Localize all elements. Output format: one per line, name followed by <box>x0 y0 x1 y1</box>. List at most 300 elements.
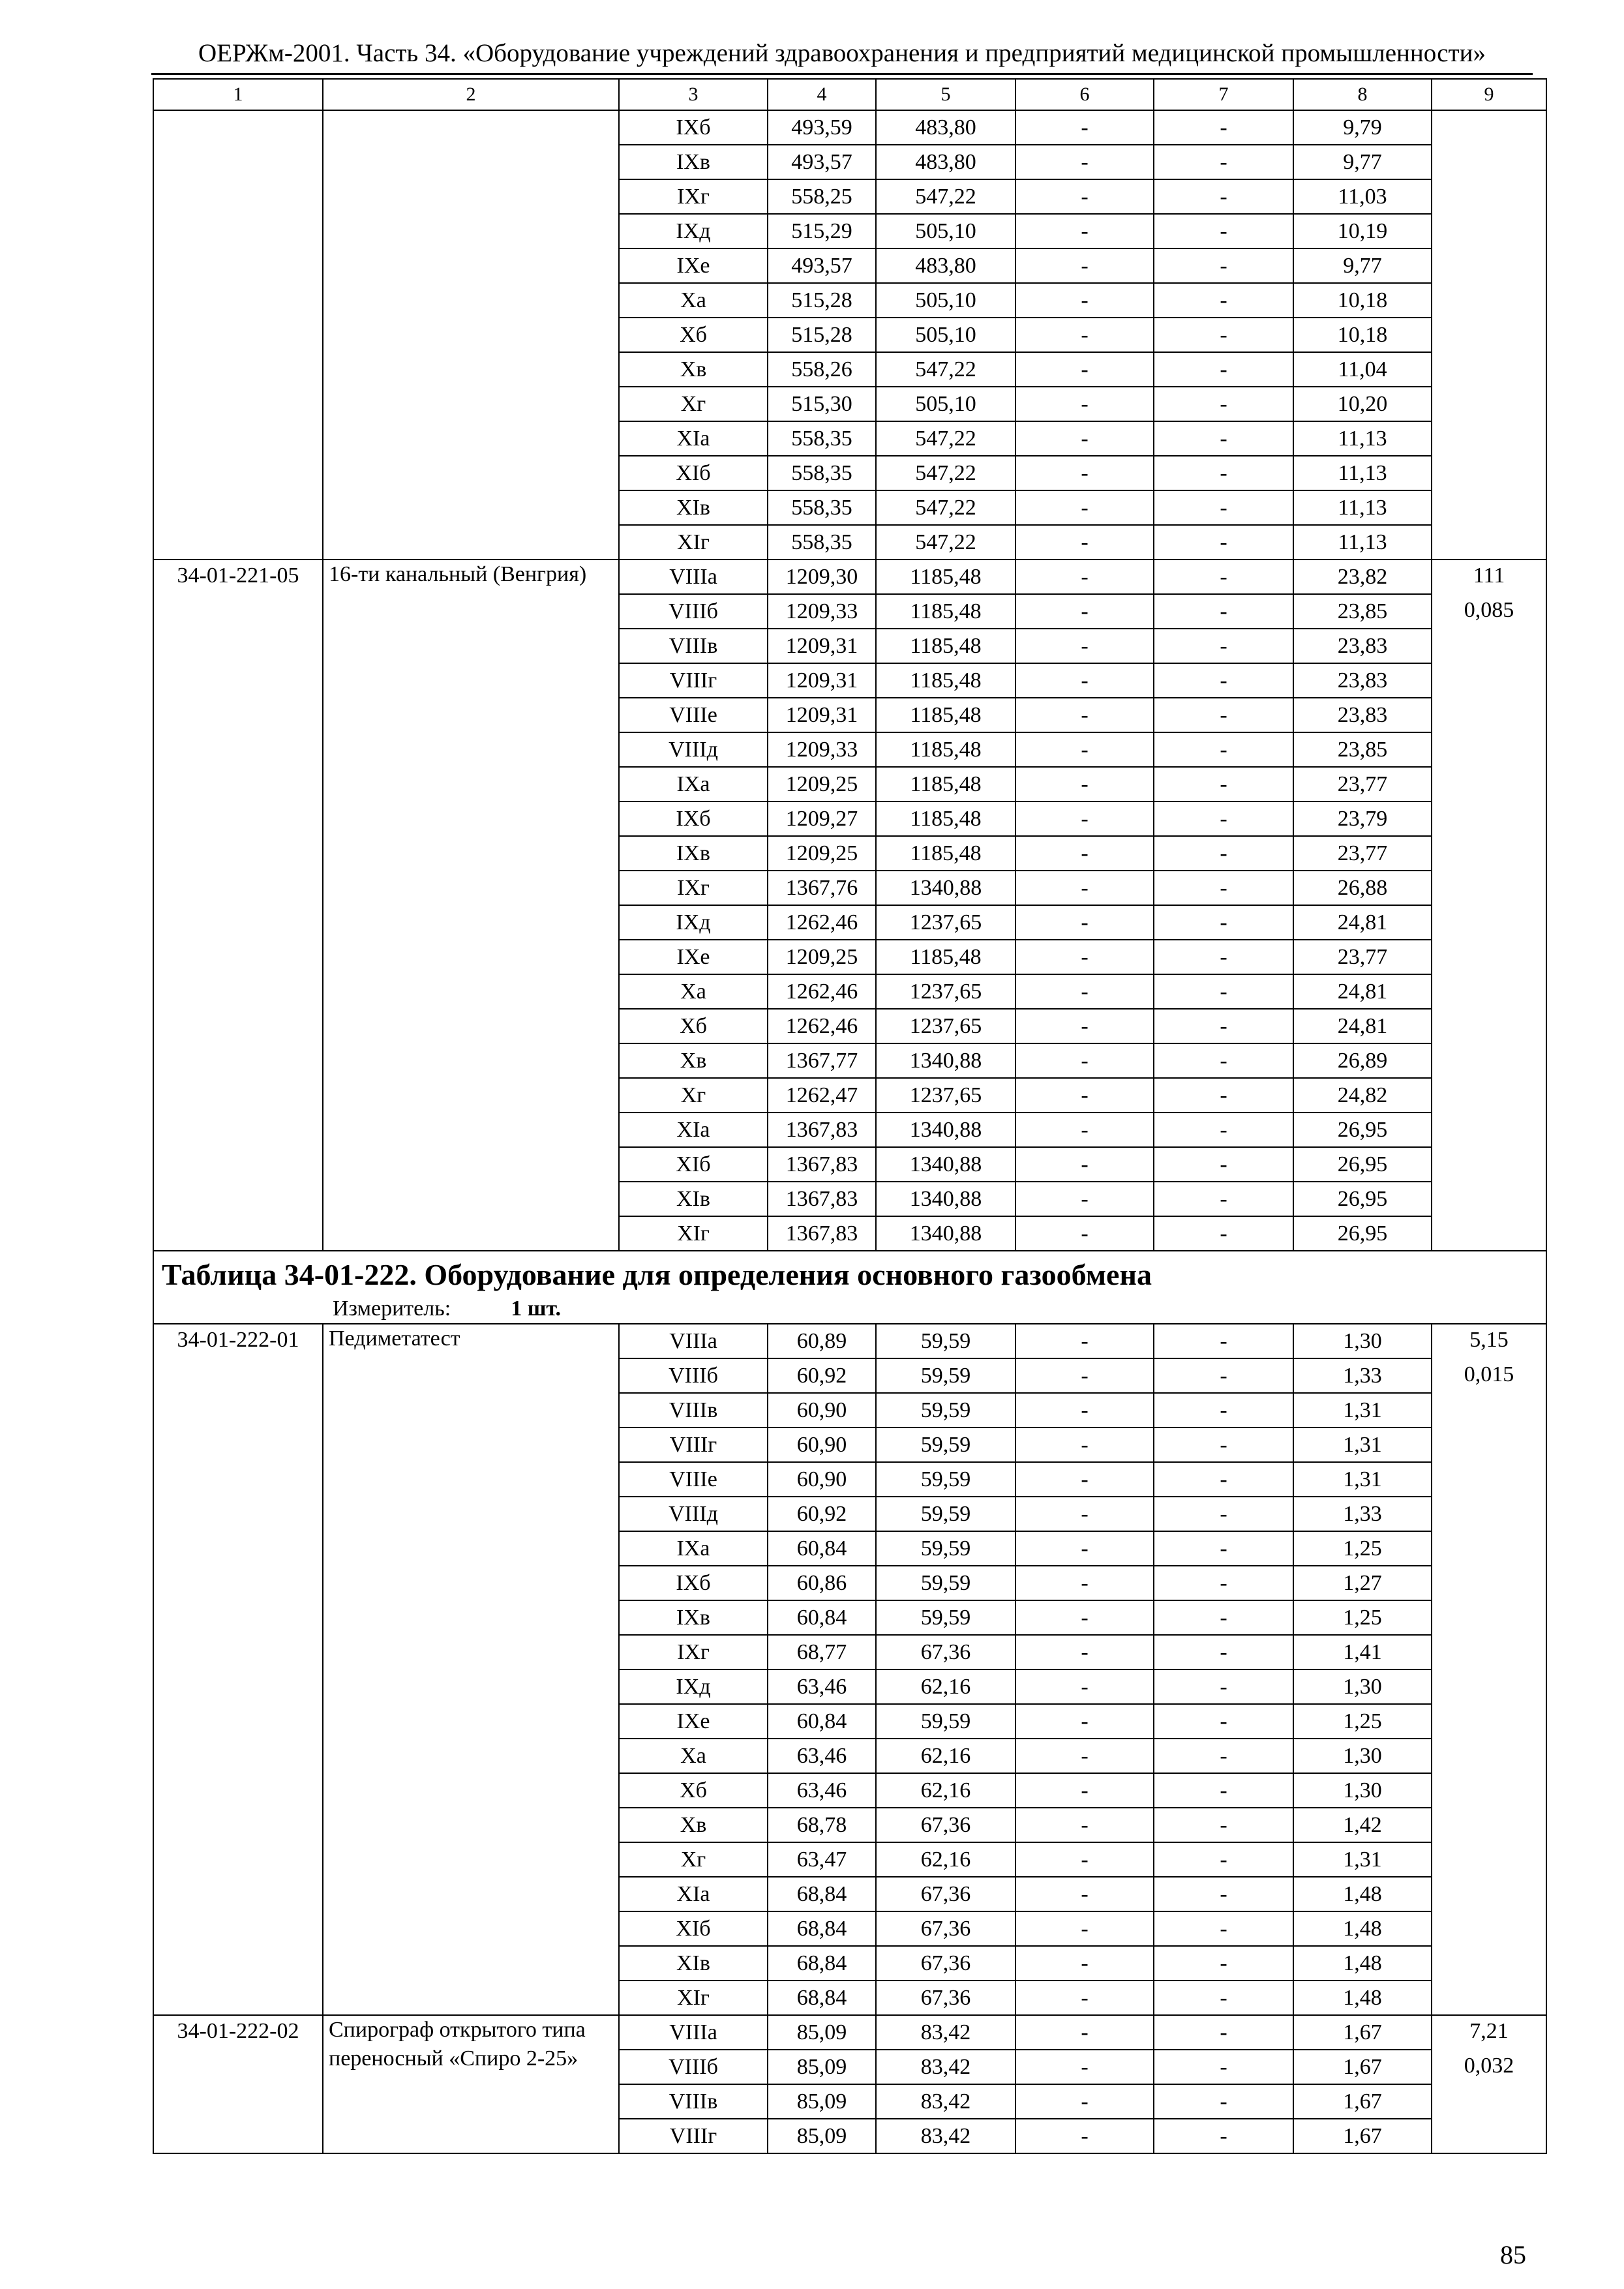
wages-cell: 1237,65 <box>876 1078 1015 1113</box>
zone-cell: VIIIе <box>619 1462 768 1497</box>
machine-cell: - <box>1015 1566 1154 1600</box>
machine-cell: - <box>1015 974 1154 1009</box>
cost-total-cell: 493,59 <box>768 110 876 145</box>
wages-cell: 59,59 <box>876 1393 1015 1428</box>
wages-cell: 59,59 <box>876 1566 1015 1600</box>
zone-cell: IXг <box>619 179 768 214</box>
col9-value: 5,15 <box>1469 1328 1509 1352</box>
machine-cell: - <box>1015 629 1154 663</box>
cost-total-cell: 60,89 <box>768 1324 876 1358</box>
driver-wages-cell: - <box>1154 1842 1293 1877</box>
machine-cell: - <box>1015 1113 1154 1147</box>
machine-cell: - <box>1015 1147 1154 1182</box>
wages-cell: 59,59 <box>876 1324 1015 1358</box>
materials-cell: 11,03 <box>1293 179 1432 214</box>
materials-cell: 9,79 <box>1293 110 1432 145</box>
driver-wages-cell: - <box>1154 1877 1293 1911</box>
driver-wages-cell: - <box>1154 801 1293 836</box>
zone-cell: VIIIд <box>619 732 768 767</box>
materials-cell: 23,85 <box>1293 732 1432 767</box>
driver-wages-cell: - <box>1154 1393 1293 1428</box>
cost-total-cell: 558,25 <box>768 179 876 214</box>
zone-cell: Xв <box>619 1808 768 1842</box>
col9-value: 0,015 <box>1464 1362 1514 1386</box>
cost-total-cell: 1209,33 <box>768 732 876 767</box>
wages-cell: 1340,88 <box>876 871 1015 905</box>
materials-cell: 26,89 <box>1293 1043 1432 1078</box>
zone-cell: XIв <box>619 490 768 525</box>
machine-cell: - <box>1015 1739 1154 1773</box>
zone-cell: VIIIг <box>619 2119 768 2153</box>
zone-cell: XIб <box>619 456 768 490</box>
materials-cell: 1,25 <box>1293 1704 1432 1739</box>
materials-cell: 1,67 <box>1293 2015 1432 2050</box>
column-number: 3 <box>619 79 768 110</box>
driver-wages-cell: - <box>1154 594 1293 629</box>
cost-total-cell: 1209,33 <box>768 594 876 629</box>
cost-total-cell: 515,28 <box>768 283 876 318</box>
column-number: 5 <box>876 79 1015 110</box>
zone-cell: IXе <box>619 1704 768 1739</box>
cost-total-cell: 68,84 <box>768 1981 876 2015</box>
table-row <box>153 560 1546 594</box>
machine-cell: - <box>1015 110 1154 145</box>
cost-total-cell: 1209,31 <box>768 698 876 732</box>
driver-wages-cell: - <box>1154 1358 1293 1393</box>
column-number: 8 <box>1293 79 1432 110</box>
cost-total-cell: 63,46 <box>768 1669 876 1704</box>
cost-total-cell: 68,84 <box>768 1877 876 1911</box>
materials-cell: 23,79 <box>1293 801 1432 836</box>
machine-cell: - <box>1015 2119 1154 2153</box>
zone-cell: IXе <box>619 248 768 283</box>
driver-wages-cell: - <box>1154 283 1293 318</box>
zone-cell: Xа <box>619 283 768 318</box>
machine-cell: - <box>1015 2050 1154 2084</box>
machine-cell: - <box>1015 905 1154 940</box>
zone-cell: Xг <box>619 1078 768 1113</box>
machine-cell: - <box>1015 1216 1154 1251</box>
machine-cell: - <box>1015 1078 1154 1113</box>
cost-total-cell: 1367,76 <box>768 871 876 905</box>
cost-total-cell: 60,86 <box>768 1566 876 1600</box>
materials-cell: 1,30 <box>1293 1773 1432 1808</box>
cost-total-cell: 1262,46 <box>768 905 876 940</box>
machine-cell: - <box>1015 1497 1154 1531</box>
materials-cell: 26,95 <box>1293 1147 1432 1182</box>
page-number: 85 <box>1500 2240 1526 2269</box>
zone-cell: IXв <box>619 836 768 871</box>
zone-cell: Xг <box>619 1842 768 1877</box>
machine-cell: - <box>1015 1669 1154 1704</box>
machine-cell: - <box>1015 871 1154 905</box>
zone-cell: IXд <box>619 214 768 248</box>
wages-cell: 547,22 <box>876 490 1015 525</box>
cost-total-cell: 1209,25 <box>768 940 876 974</box>
zone-cell: Xб <box>619 1773 768 1808</box>
cost-total-cell: 1209,30 <box>768 560 876 594</box>
materials-cell: 26,95 <box>1293 1182 1432 1216</box>
wages-cell: 67,36 <box>876 1946 1015 1981</box>
zone-cell: IXа <box>619 1531 768 1566</box>
zone-cell: XIг <box>619 1216 768 1251</box>
machine-cell: - <box>1015 1043 1154 1078</box>
col9-value: 0,085 <box>1464 598 1514 622</box>
machine-cell: - <box>1015 560 1154 594</box>
measure-label: Измеритель: <box>333 1296 451 1321</box>
wages-cell: 1340,88 <box>876 1113 1015 1147</box>
driver-wages-cell: - <box>1154 1981 1293 2015</box>
cost-total-cell: 85,09 <box>768 2015 876 2050</box>
machine-cell: - <box>1015 456 1154 490</box>
driver-wages-cell: - <box>1154 110 1293 145</box>
machine-cell: - <box>1015 1358 1154 1393</box>
wages-cell: 59,59 <box>876 1704 1015 1739</box>
item-name-cell: Спирограф открытого типа переносный «Спиро 2-25» <box>323 2015 619 2153</box>
driver-wages-cell: - <box>1154 974 1293 1009</box>
wages-cell: 1185,48 <box>876 663 1015 698</box>
wages-cell: 67,36 <box>876 1808 1015 1842</box>
zone-cell: XIб <box>619 1911 768 1946</box>
materials-cell: 23,82 <box>1293 560 1432 594</box>
driver-wages-cell: - <box>1154 248 1293 283</box>
wages-cell: 505,10 <box>876 283 1015 318</box>
machine-cell: - <box>1015 1531 1154 1566</box>
machine-cell: - <box>1015 1462 1154 1497</box>
wages-cell: 59,59 <box>876 1358 1015 1393</box>
machine-cell: - <box>1015 2015 1154 2050</box>
materials-cell: 24,82 <box>1293 1078 1432 1113</box>
materials-cell: 10,19 <box>1293 214 1432 248</box>
zone-cell: IXг <box>619 871 768 905</box>
materials-cell: 26,95 <box>1293 1216 1432 1251</box>
machine-cell: - <box>1015 663 1154 698</box>
cost-total-cell: 68,84 <box>768 1946 876 1981</box>
zone-cell: IXв <box>619 1600 768 1635</box>
machine-cell: - <box>1015 1009 1154 1043</box>
zone-cell: VIIIг <box>619 663 768 698</box>
wages-cell: 1340,88 <box>876 1216 1015 1251</box>
zone-cell: IXа <box>619 767 768 801</box>
cost-total-cell: 68,84 <box>768 1911 876 1946</box>
wages-cell: 62,16 <box>876 1739 1015 1773</box>
driver-wages-cell: - <box>1154 421 1293 456</box>
materials-cell: 23,83 <box>1293 663 1432 698</box>
zone-cell: VIIIе <box>619 698 768 732</box>
materials-cell: 10,18 <box>1293 283 1432 318</box>
zone-cell: VIIIб <box>619 2050 768 2084</box>
wages-cell: 1185,48 <box>876 940 1015 974</box>
zone-cell: Xб <box>619 1009 768 1043</box>
cost-total-cell: 60,92 <box>768 1358 876 1393</box>
cost-total-cell: 1262,47 <box>768 1078 876 1113</box>
driver-wages-cell: - <box>1154 1566 1293 1600</box>
zone-cell: IXб <box>619 1566 768 1600</box>
driver-wages-cell: - <box>1154 940 1293 974</box>
zone-cell: XIв <box>619 1946 768 1981</box>
driver-wages-cell: - <box>1154 1216 1293 1251</box>
zone-cell: IXе <box>619 940 768 974</box>
zone-cell: XIг <box>619 525 768 560</box>
driver-wages-cell: - <box>1154 1182 1293 1216</box>
driver-wages-cell: - <box>1154 145 1293 179</box>
cost-total-cell: 60,92 <box>768 1497 876 1531</box>
wages-cell: 62,16 <box>876 1773 1015 1808</box>
cost-total-cell: 60,84 <box>768 1600 876 1635</box>
materials-cell: 10,20 <box>1293 387 1432 421</box>
page-header: ОЕРЖм-2001. Часть 34. «Оборудование учреждений здравоохранения и предприятий медицинской промышленности» <box>198 39 1486 67</box>
zone-cell: Xа <box>619 974 768 1009</box>
zone-cell: VIIIв <box>619 2084 768 2119</box>
zone-cell: XIв <box>619 1182 768 1216</box>
wages-cell: 59,59 <box>876 1497 1015 1531</box>
zone-cell: Xв <box>619 1043 768 1078</box>
machine-cell: - <box>1015 1182 1154 1216</box>
materials-cell: 11,13 <box>1293 490 1432 525</box>
machine-cell: - <box>1015 1324 1154 1358</box>
machine-cell: - <box>1015 2084 1154 2119</box>
machine-cell: - <box>1015 352 1154 387</box>
cost-total-cell: 1262,46 <box>768 974 876 1009</box>
driver-wages-cell: - <box>1154 1078 1293 1113</box>
wages-cell: 547,22 <box>876 525 1015 560</box>
machine-cell: - <box>1015 318 1154 352</box>
column-number-row <box>153 79 1546 110</box>
machine-cell: - <box>1015 801 1154 836</box>
driver-wages-cell: - <box>1154 767 1293 801</box>
machine-cell: - <box>1015 594 1154 629</box>
wages-cell: 67,36 <box>876 1635 1015 1669</box>
wages-cell: 67,36 <box>876 1911 1015 1946</box>
zone-cell: VIIIб <box>619 594 768 629</box>
cost-total-cell: 558,26 <box>768 352 876 387</box>
zone-cell: VIIIа <box>619 2015 768 2050</box>
driver-wages-cell: - <box>1154 2084 1293 2119</box>
cost-total-cell: 60,84 <box>768 1531 876 1566</box>
driver-wages-cell: - <box>1154 214 1293 248</box>
cost-total-cell: 1367,77 <box>768 1043 876 1078</box>
materials-cell: 24,81 <box>1293 974 1432 1009</box>
materials-cell: 11,13 <box>1293 421 1432 456</box>
machine-cell: - <box>1015 179 1154 214</box>
cost-total-cell: 558,35 <box>768 525 876 560</box>
wages-cell: 1340,88 <box>876 1147 1015 1182</box>
driver-wages-cell: - <box>1154 663 1293 698</box>
cost-total-cell: 85,09 <box>768 2084 876 2119</box>
driver-wages-cell: - <box>1154 179 1293 214</box>
materials-cell: 11,13 <box>1293 525 1432 560</box>
wages-cell: 505,10 <box>876 214 1015 248</box>
driver-wages-cell: - <box>1154 1428 1293 1462</box>
driver-wages-cell: - <box>1154 387 1293 421</box>
rates-table <box>153 78 1547 2154</box>
materials-cell: 26,95 <box>1293 1113 1432 1147</box>
cost-total-cell: 85,09 <box>768 2119 876 2153</box>
driver-wages-cell: - <box>1154 352 1293 387</box>
machine-cell: - <box>1015 387 1154 421</box>
machine-cell: - <box>1015 1393 1154 1428</box>
driver-wages-cell: - <box>1154 871 1293 905</box>
driver-wages-cell: - <box>1154 2050 1293 2084</box>
driver-wages-cell: - <box>1154 2119 1293 2153</box>
cost-total-cell: 1209,25 <box>768 836 876 871</box>
zone-cell: XIг <box>619 1981 768 2015</box>
column-number: 6 <box>1015 79 1154 110</box>
item-name-cell <box>323 110 619 560</box>
materials-cell: 1,31 <box>1293 1393 1432 1428</box>
machine-cell: - <box>1015 1704 1154 1739</box>
machine-cell: - <box>1015 1808 1154 1842</box>
machine-cell: - <box>1015 1635 1154 1669</box>
materials-cell: 23,83 <box>1293 698 1432 732</box>
machine-cell: - <box>1015 1428 1154 1462</box>
cost-total-cell: 493,57 <box>768 145 876 179</box>
materials-cell: 1,33 <box>1293 1358 1432 1393</box>
machine-cell: - <box>1015 1842 1154 1877</box>
materials-cell: 1,27 <box>1293 1566 1432 1600</box>
wages-cell: 1185,48 <box>876 698 1015 732</box>
machine-cell: - <box>1015 767 1154 801</box>
materials-cell: 1,48 <box>1293 1981 1432 2015</box>
materials-cell: 1,67 <box>1293 2050 1432 2084</box>
materials-cell: 23,85 <box>1293 594 1432 629</box>
machine-cell: - <box>1015 525 1154 560</box>
zone-cell: VIIIд <box>619 1497 768 1531</box>
column-number: 1 <box>153 79 323 110</box>
driver-wages-cell: - <box>1154 629 1293 663</box>
materials-cell: 1,42 <box>1293 1808 1432 1842</box>
materials-cell: 1,30 <box>1293 1739 1432 1773</box>
wages-cell: 505,10 <box>876 387 1015 421</box>
zone-cell: Xв <box>619 352 768 387</box>
wages-cell: 59,59 <box>876 1600 1015 1635</box>
item-code-cell: 34-01-222-02 <box>153 2015 323 2153</box>
machine-cell: - <box>1015 940 1154 974</box>
measure-line <box>162 1296 1546 1322</box>
wages-cell: 1237,65 <box>876 905 1015 940</box>
driver-wages-cell: - <box>1154 456 1293 490</box>
wages-cell: 67,36 <box>876 1981 1015 2015</box>
materials-cell: 24,81 <box>1293 1009 1432 1043</box>
driver-wages-cell: - <box>1154 1009 1293 1043</box>
zone-cell: VIIIв <box>619 1393 768 1428</box>
machine-cell: - <box>1015 248 1154 283</box>
driver-wages-cell: - <box>1154 1808 1293 1842</box>
item-name-cell: 16-ти канальный (Венгрия) <box>323 560 619 1251</box>
materials-cell: 24,81 <box>1293 905 1432 940</box>
wages-cell: 1185,48 <box>876 560 1015 594</box>
zone-cell: VIIIв <box>619 629 768 663</box>
materials-cell: 1,41 <box>1293 1635 1432 1669</box>
materials-cell: 9,77 <box>1293 248 1432 283</box>
wages-cell: 59,59 <box>876 1428 1015 1462</box>
cost-total-cell: 1209,31 <box>768 663 876 698</box>
driver-wages-cell: - <box>1154 732 1293 767</box>
driver-wages-cell: - <box>1154 905 1293 940</box>
cost-total-cell: 60,90 <box>768 1428 876 1462</box>
wages-cell: 1185,48 <box>876 629 1015 663</box>
machine-cell: - <box>1015 698 1154 732</box>
machine-cell: - <box>1015 1946 1154 1981</box>
materials-cell: 1,31 <box>1293 1462 1432 1497</box>
wages-cell: 1237,65 <box>876 974 1015 1009</box>
wages-cell: 1185,48 <box>876 836 1015 871</box>
materials-cell: 1,48 <box>1293 1946 1432 1981</box>
machine-cell: - <box>1015 490 1154 525</box>
driver-wages-cell: - <box>1154 1669 1293 1704</box>
driver-wages-cell: - <box>1154 1946 1293 1981</box>
cost-total-cell: 63,46 <box>768 1773 876 1808</box>
table-row <box>153 2015 1546 2050</box>
zone-cell: IXг <box>619 1635 768 1669</box>
wages-cell: 83,42 <box>876 2015 1015 2050</box>
item-code-cell <box>153 110 323 560</box>
zone-cell: IXд <box>619 1669 768 1704</box>
driver-wages-cell: - <box>1154 1113 1293 1147</box>
driver-wages-cell: - <box>1154 1704 1293 1739</box>
cost-total-cell: 493,57 <box>768 248 876 283</box>
wages-cell: 547,22 <box>876 179 1015 214</box>
materials-cell: 23,83 <box>1293 629 1432 663</box>
wages-cell: 547,22 <box>876 352 1015 387</box>
wages-cell: 1185,48 <box>876 767 1015 801</box>
machine-cell: - <box>1015 1911 1154 1946</box>
cost-total-cell: 1367,83 <box>768 1216 876 1251</box>
materials-cell: 11,04 <box>1293 352 1432 387</box>
zone-cell: XIб <box>619 1147 768 1182</box>
machine-cell: - <box>1015 283 1154 318</box>
table-row <box>153 1324 1546 1358</box>
driver-wages-cell: - <box>1154 1600 1293 1635</box>
materials-cell: 1,67 <box>1293 2119 1432 2153</box>
wages-cell: 1340,88 <box>876 1043 1015 1078</box>
driver-wages-cell: - <box>1154 698 1293 732</box>
machine-cell: - <box>1015 1773 1154 1808</box>
cost-total-cell: 60,84 <box>768 1704 876 1739</box>
materials-cell: 1,31 <box>1293 1428 1432 1462</box>
wages-cell: 1185,48 <box>876 801 1015 836</box>
wages-cell: 547,22 <box>876 421 1015 456</box>
materials-cell: 1,30 <box>1293 1669 1432 1704</box>
table-title-cell <box>153 1251 1546 1324</box>
machine-cell: - <box>1015 1877 1154 1911</box>
zone-cell: IXб <box>619 110 768 145</box>
cost-total-cell: 1262,46 <box>768 1009 876 1043</box>
driver-wages-cell: - <box>1154 1462 1293 1497</box>
zone-cell: Xа <box>619 1739 768 1773</box>
wages-cell: 59,59 <box>876 1531 1015 1566</box>
zone-cell: XIа <box>619 1113 768 1147</box>
col9-cell <box>1432 2015 1546 2153</box>
machine-cell: - <box>1015 1981 1154 2015</box>
driver-wages-cell: - <box>1154 525 1293 560</box>
machine-cell: - <box>1015 1600 1154 1635</box>
cost-total-cell: 85,09 <box>768 2050 876 2084</box>
materials-cell: 1,31 <box>1293 1842 1432 1877</box>
cost-total-cell: 515,28 <box>768 318 876 352</box>
wages-cell: 62,16 <box>876 1669 1015 1704</box>
cost-total-cell: 1367,83 <box>768 1182 876 1216</box>
zone-cell: VIIIг <box>619 1428 768 1462</box>
driver-wages-cell: - <box>1154 2015 1293 2050</box>
col9-value: 0,032 <box>1464 2054 1514 2078</box>
wages-cell: 1237,65 <box>876 1009 1015 1043</box>
header-rule <box>151 73 1533 75</box>
materials-cell: 26,88 <box>1293 871 1432 905</box>
materials-cell: 23,77 <box>1293 940 1432 974</box>
zone-cell: Xг <box>619 387 768 421</box>
zone-cell: Xб <box>619 318 768 352</box>
